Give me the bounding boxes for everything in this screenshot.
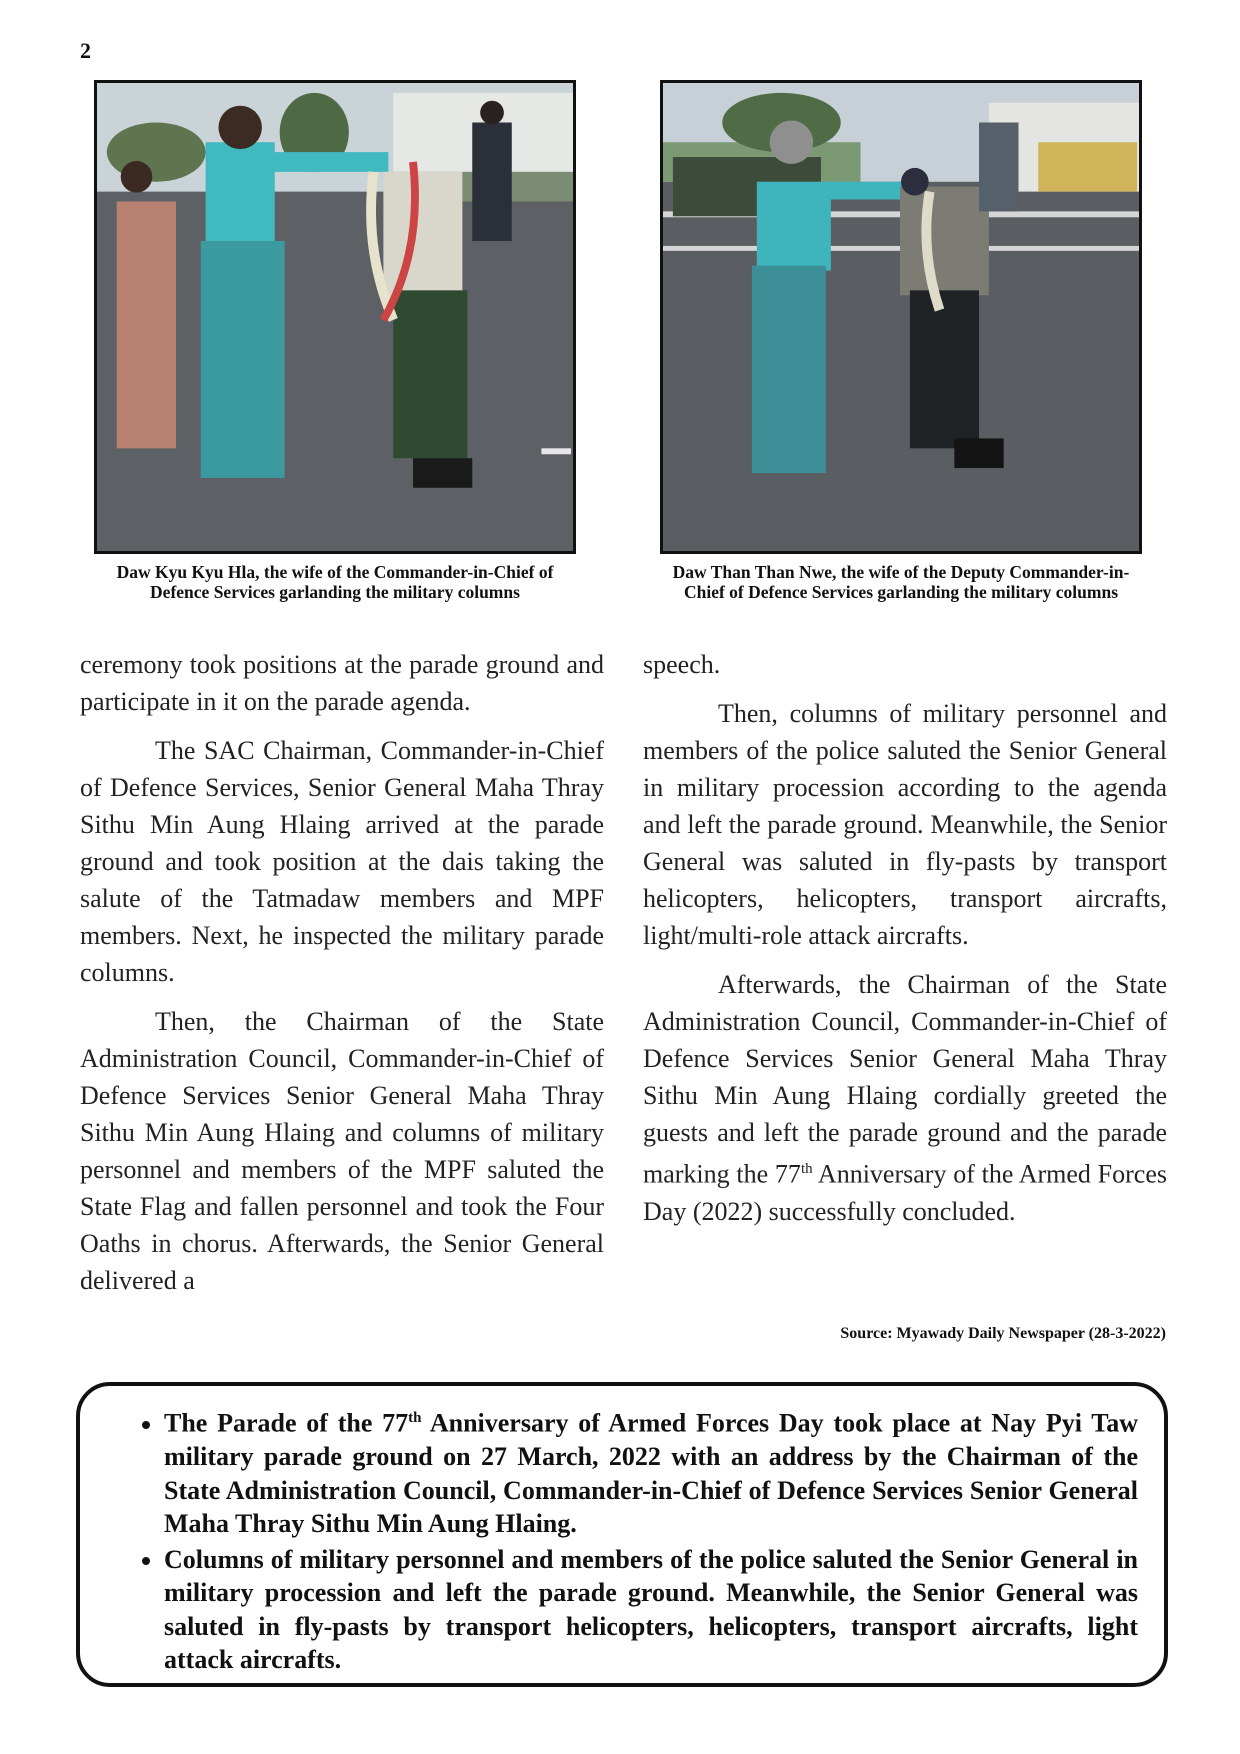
page-number: 2 [80, 38, 91, 63]
article-paragraph: Then, columns of military personnel and members of the police saluted the Senior General in military procession according to the agenda and left the parade ground. Meanwhile, the Senior General was saluted in fly-pasts by transport helicopters, helicopters, transport aircrafts, light/multi-role attack aircrafts. [643, 699, 1167, 950]
article-paragraph: ceremony took positions at the parade ground and participate in it on the parade agenda. [80, 650, 604, 716]
superscript: th [408, 1410, 422, 1426]
photo-caption-2: Daw Than Than Nwe, the wife of the Deputy Commander-in-Chief of Defence Services garlanding the military columns [672, 562, 1130, 602]
photo-garlanding-2 [660, 80, 1142, 554]
article-paragraph: speech. [643, 650, 721, 679]
article-paragraph: Afterwards, the Chairman of the State Administration Council, Commander-in-Chief of Defence Services Senior General Maha Thray Sithu Min Aung Hlaing cordially greeted the guests and left the parade ground and the parade marking the 77th Anniversary of the Armed Forces Day (2022) successfully concluded. [643, 970, 1167, 1226]
article-right-column [643, 646, 1167, 1242]
photo-caption-1: Daw Kyu Kyu Hla, the wife of the Commander-in-Chief of Defence Services garlanding the military columns [116, 562, 554, 602]
summary-bullet: • The Parade of the 77th Anniversary of Armed Forces Day took place at Nay Pyi Taw military parade ground on 27 March, 2022 with an address by the Chairman of the State Administration Council, Commander-in-Chief of Defence Services Senior General Maha Thray Sithu Min Aung Hlaing. [164, 1402, 1138, 1541]
photo-garlanding-1 [94, 80, 576, 554]
source-credit: Source: Myawady Daily Newspaper (28-3-2022) [840, 1325, 1166, 1342]
superscript: th [800, 1161, 813, 1177]
article-left-column [80, 646, 604, 1311]
summary-box [76, 1382, 1168, 1687]
article-paragraph: Then, the Chairman of the State Administration Council, Commander-in-Chief of Defence Services Senior General Maha Thray Sithu Min Aung Hlaing and columns of military personnel and members of the MPF saluted the State Flag and fallen personnel and took the Four Oaths in chorus. Afterwards, the Senior General delivered a [80, 1007, 604, 1295]
summary-bullet: • Columns of military personnel and members of the police saluted the Senior General in military procession and left the parade ground. Meanwhile, the Senior General was saluted in fly-pasts by transport helicopters, helicopters, transport aircrafts, light attack aircrafts. [164, 1543, 1138, 1677]
summary-list [106, 1402, 1138, 1677]
article-paragraph: The SAC Chairman, Commander-in-Chief of Defence Services, Senior General Maha Thray Sithu Min Aung Hlaing arrived at the parade ground and took position at the dais taking the salute of the Tatmadaw members and MPF members. Next, he inspected the military parade columns. [80, 736, 604, 987]
